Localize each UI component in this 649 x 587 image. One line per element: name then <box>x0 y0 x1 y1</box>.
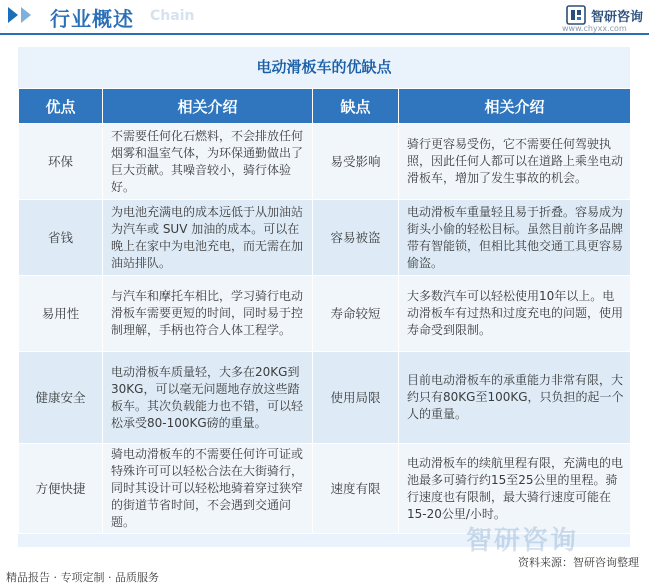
con-name: 寿命较短 <box>313 276 399 352</box>
brand-url: www.chyxx.com <box>562 24 627 33</box>
pro-name: 环保 <box>19 124 103 200</box>
pro-name: 省钱 <box>19 200 103 276</box>
page-header <box>0 0 649 34</box>
brand-logo <box>566 5 643 25</box>
table-header-row <box>19 89 631 124</box>
con-desc: 骑行更容易受伤，它不需要任何驾驶执照，因此任何人都可以在道路上乘坐电动滑板车，增加了发生事故的机会。 <box>399 124 631 200</box>
con-name: 使用局限 <box>313 352 399 444</box>
table-title: 电动滑板车的优缺点 <box>256 58 392 76</box>
pros-cons-panel <box>18 47 630 547</box>
watermark: 智研咨询 <box>466 526 579 556</box>
pro-desc: 与汽车和摩托车相比，学习骑行电动滑板车需要更短的时间，同时易于控制理解，手柄也符合人体工程学。 <box>103 276 313 352</box>
footer-slogan: 精品报告 · 专项定制 · 品质服务 <box>6 571 159 584</box>
pro-desc: 电动滑板车质量轻，大多在20KG到30KG，可以毫无问题地存放这些踏板车。其次负载能力也不错，可以轻松承受80-100KG磅的重量。 <box>103 352 313 444</box>
pro-name: 易用性 <box>19 276 103 352</box>
con-name: 速度有限 <box>313 444 399 534</box>
table-row <box>19 352 631 444</box>
source-note: 资料来源：智研咨询整理 <box>518 556 639 569</box>
header-chevron-icon <box>8 7 31 23</box>
table-row <box>19 124 631 200</box>
header-pro: 优点 <box>19 89 103 124</box>
header-con-desc: 相关介绍 <box>399 89 631 124</box>
pro-desc: 为电池充满电的成本远低于从加油站为汽车或 SUV 加油的成本。可以在晚上在家中为电池充电，而无需在加油站排队。 <box>103 200 313 276</box>
con-desc: 电动滑板车重量轻且易于折叠。容易成为街头小偷的轻松目标。虽然目前许多品牌带有智能锁，但相比其他交通工具更容易偷盗。 <box>399 200 631 276</box>
brand-logo-text: 智研咨询 <box>591 9 644 25</box>
con-desc: 目前电动滑板车的承重能力非常有限，大约只有80KG至100KG，只负担的起一个人的重量。 <box>399 352 631 444</box>
page-title: 行业概述 <box>50 7 134 31</box>
table-row <box>19 200 631 276</box>
con-name: 容易被盗 <box>313 200 399 276</box>
pro-desc: 不需要任何化石燃料，不会排放任何烟雾和温室气体，为环保通勤做出了巨大贡献。其噪音较小，骑行体验好。 <box>103 124 313 200</box>
pro-name: 健康安全 <box>19 352 103 444</box>
pro-desc: 骑电动滑板车的不需要任何许可证或特殊许可可以轻松合法在大街骑行，同时其设计可以轻松地骑着穿过狭窄的街道节省时间，不会遇到交通问题。 <box>103 444 313 534</box>
pro-name: 方便快捷 <box>19 444 103 534</box>
header-pro-desc: 相关介绍 <box>103 89 313 124</box>
con-desc: 大多数汽车可以轻松使用10年以上。电动滑板车有过热和过度充电的问题，使用寿命受到限制。 <box>399 276 631 352</box>
header-con: 缺点 <box>313 89 399 124</box>
pros-cons-table <box>18 88 631 534</box>
header-divider <box>0 33 649 35</box>
table-row <box>19 276 631 352</box>
page-footer <box>0 556 649 587</box>
con-desc: 电动滑板车的续航里程有限，充满电的电池最多可骑行约15至25公里的里程。骑行速度也有限制，最大骑行速度可能在15-20公里/小时。 <box>399 444 631 534</box>
con-name: 易受影响 <box>313 124 399 200</box>
header-ghost-text: Chain <box>150 8 195 24</box>
brand-logo-icon <box>566 5 586 25</box>
